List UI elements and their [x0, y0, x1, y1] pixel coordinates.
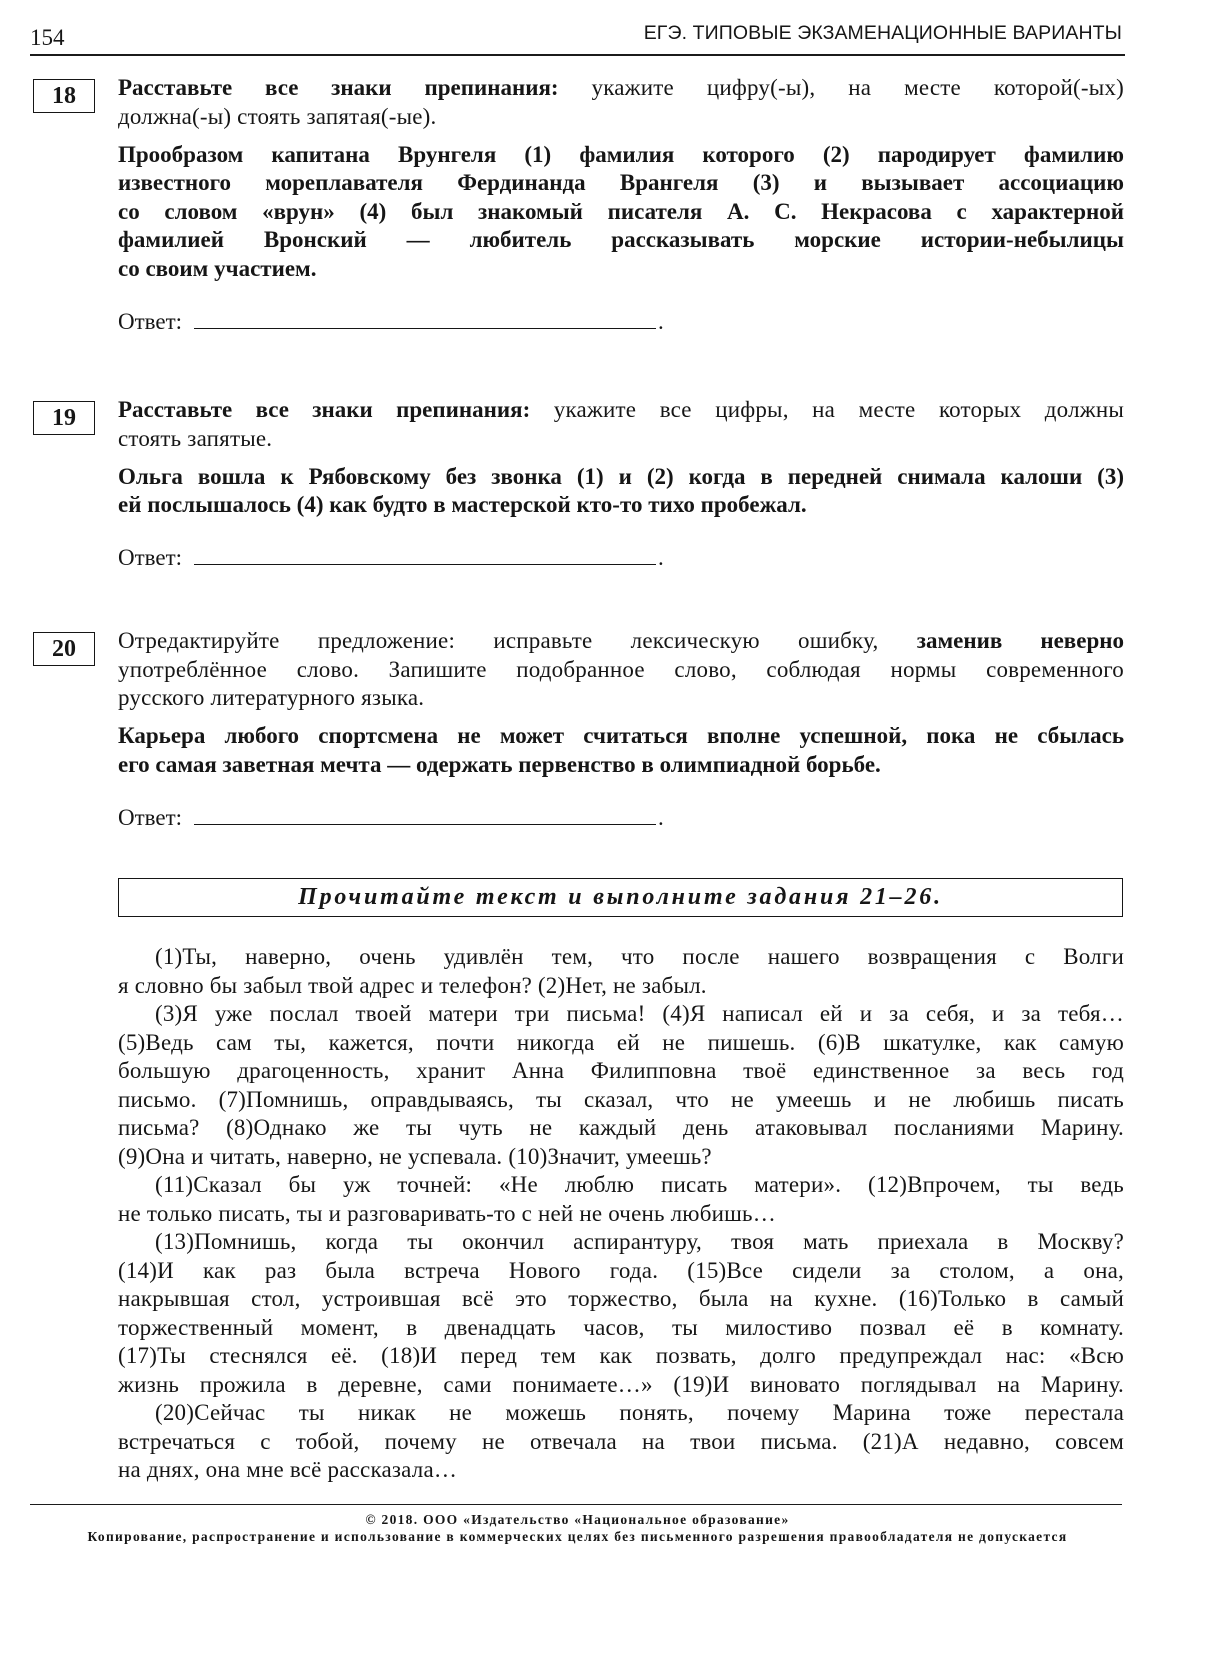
sentence-line: со своим участием.	[118, 255, 317, 281]
answer-period: .	[658, 545, 664, 570]
answer-blank-line	[194, 327, 656, 329]
task-number-box: 18	[33, 79, 95, 113]
task-instruction	[118, 396, 1124, 453]
text-line: не только писать, ты и разговаривать-то с ней не очень любишь…	[118, 1200, 776, 1226]
instruction-line	[118, 627, 1124, 656]
instruction-text: укажите все цифры, на месте которых должны	[530, 397, 1124, 422]
instruction-line: должна(-ы) стоять запятая(-ые).	[118, 103, 437, 129]
text-line: (9)Она и читать, наверно, не успевала. (10)Значит, умеешь?	[118, 1143, 712, 1169]
answer-row	[118, 544, 1124, 573]
instruction-emphasis: заменив неверно	[916, 628, 1124, 653]
task-sentence	[118, 463, 1124, 520]
footer	[30, 1511, 1125, 1545]
instruction-line: употреблённое слово. Запишите подобранное слово, соблюдая нормы современного	[118, 656, 1124, 682]
task-instruction	[118, 627, 1124, 713]
text-line: (17)Ты стеснялся её. (18)И перед тем как позвать, долго предупреждал нас: «Всю	[118, 1343, 1124, 1368]
answer-label: Ответ:	[118, 308, 183, 334]
sentence-line: со словом «врун» (4) был знакомый писателя А. С. Некрасова с характерной	[118, 198, 1124, 224]
text-line: письма? (8)Однако же ты чуть не каждый день атаковывал посланиями Марину.	[118, 1115, 1124, 1140]
instruction-emphasis: Расставьте все знаки препинания:	[118, 397, 531, 422]
sentence-line: его самая заветная мечта — одержать первенство в олимпиадной борьбе.	[118, 751, 881, 777]
footer-copyright: © 2018. ООО «Издательство «Национальное образование»	[365, 1512, 790, 1527]
text-line: торжественный момент, в двенадцать часов, ты милостиво позвал её в комнату.	[118, 1314, 1124, 1340]
text-line: (1)Ты, наверно, очень удивлён тем, что после нашего возвращения с Волги	[155, 944, 1124, 969]
task-sentence	[118, 141, 1124, 284]
sentence-line: Ольга вошла к Рябовскому без звонка (1) и (2) когда в передней снимала калоши (3)	[118, 463, 1124, 489]
instruction-line	[118, 396, 1124, 425]
text-line: (3)Я уже послал твоей матери три письма! (4)Я написал ей и за себя, и за тебя…	[155, 1001, 1124, 1026]
text-line: встречаться с тобой, почему не отвечала на твои письма. (21)А недавно, совсем	[118, 1428, 1124, 1454]
running-title: ЕГЭ. ТИПОВЫЕ ЭКЗАМЕНАЦИОННЫЕ ВАРИАНТЫ	[643, 22, 1122, 44]
instruction-line: стоять запятые.	[118, 425, 273, 451]
answer-label: Ответ:	[118, 804, 183, 830]
text-line: (5)Ведь сам ты, кажется, почти никогда ей не пишешь. (6)В шкатулке, как самую	[118, 1029, 1124, 1055]
answer-row	[118, 308, 1124, 337]
reading-text	[118, 943, 1124, 1485]
text-line: жизнь прожила в деревне, сами понимаете…» (19)И виновато поглядывал на Марину.	[118, 1371, 1124, 1397]
text-paragraph	[118, 1399, 1124, 1485]
text-line: на днях, она мне всё рассказала…	[118, 1457, 458, 1482]
header-divider	[30, 54, 1125, 56]
text-paragraph	[118, 1171, 1124, 1228]
instruction-emphasis: Расставьте все знаки препинания:	[118, 75, 559, 100]
instruction-line	[118, 74, 1124, 103]
answer-row	[118, 804, 1124, 833]
text-line: (11)Сказал бы уж точней: «Не люблю писать матери». (12)Впрочем, ты ведь	[155, 1172, 1124, 1197]
text-line: письмо. (7)Помнишь, оправдываясь, ты сказал, что не умеешь и не любишь писать	[118, 1086, 1124, 1112]
instruction-line: русского литературного языка.	[118, 685, 425, 710]
answer-period: .	[658, 804, 664, 830]
instruction-text: Отредактируйте предложение: исправьте лексическую ошибку,	[118, 628, 917, 653]
sentence-line: Прообразом капитана Врунгеля (1) фамилия которого (2) пародирует фамилию	[118, 141, 1124, 167]
answer-label: Ответ:	[118, 545, 183, 570]
text-line: (14)И как раз была встреча Нового года. (15)Все сидели за столом, а она,	[118, 1257, 1124, 1283]
text-paragraph	[118, 1228, 1124, 1399]
task-sentence	[118, 722, 1124, 779]
task-content	[118, 396, 1124, 573]
answer-blank-line	[194, 563, 656, 565]
answer-period: .	[658, 308, 664, 334]
instruction-text: укажите цифру(-ы), на месте которой(-ых)	[558, 75, 1124, 100]
task-content	[118, 74, 1124, 336]
sentence-line: ей послышалось (4) как будто в мастерской кто-то тихо пробежал.	[118, 492, 807, 517]
footer-notice: Копирование, распространение и использование в коммерческих целях без письменного разрешения правообладателя не допускается	[87, 1529, 1068, 1544]
text-line: (20)Сейчас ты никак не можешь понять, почему Марина тоже перестала	[155, 1400, 1124, 1425]
task-number-box: 19	[33, 401, 95, 435]
text-line: я словно бы забыл твой адрес и телефон? (2)Нет, не забыл.	[118, 972, 707, 998]
sentence-line: известного мореплавателя Фердинанда Врангеля (3) и вызывает ассоциацию	[118, 170, 1124, 195]
text-paragraph	[118, 943, 1124, 1000]
sentence-line: Карьера любого спортсмена не может считаться вполне успешной, пока не сбылась	[118, 723, 1124, 748]
text-line: (13)Помнишь, когда ты окончил аспирантуру, твоя мать приехала в Москву?	[155, 1229, 1124, 1254]
text-line: накрывшая стол, устроившая всё это торжество, была на кухне. (16)Только в самый	[118, 1286, 1124, 1311]
task-instruction	[118, 74, 1124, 131]
sentence-line: фамилией Вронский — любитель рассказывать морские истории-небылицы	[118, 227, 1124, 252]
task-content	[118, 627, 1124, 832]
reading-prompt-box: Прочитайте текст и выполните задания 21–26.	[118, 878, 1123, 917]
task-number-box: 20	[33, 632, 95, 666]
answer-blank-line	[194, 823, 656, 825]
footer-divider	[30, 1504, 1122, 1505]
text-paragraph	[118, 1000, 1124, 1171]
text-line: большую драгоценность, хранит Анна Филипповна твоё единственное за весь год	[118, 1058, 1124, 1083]
page-number: 154	[30, 25, 65, 50]
